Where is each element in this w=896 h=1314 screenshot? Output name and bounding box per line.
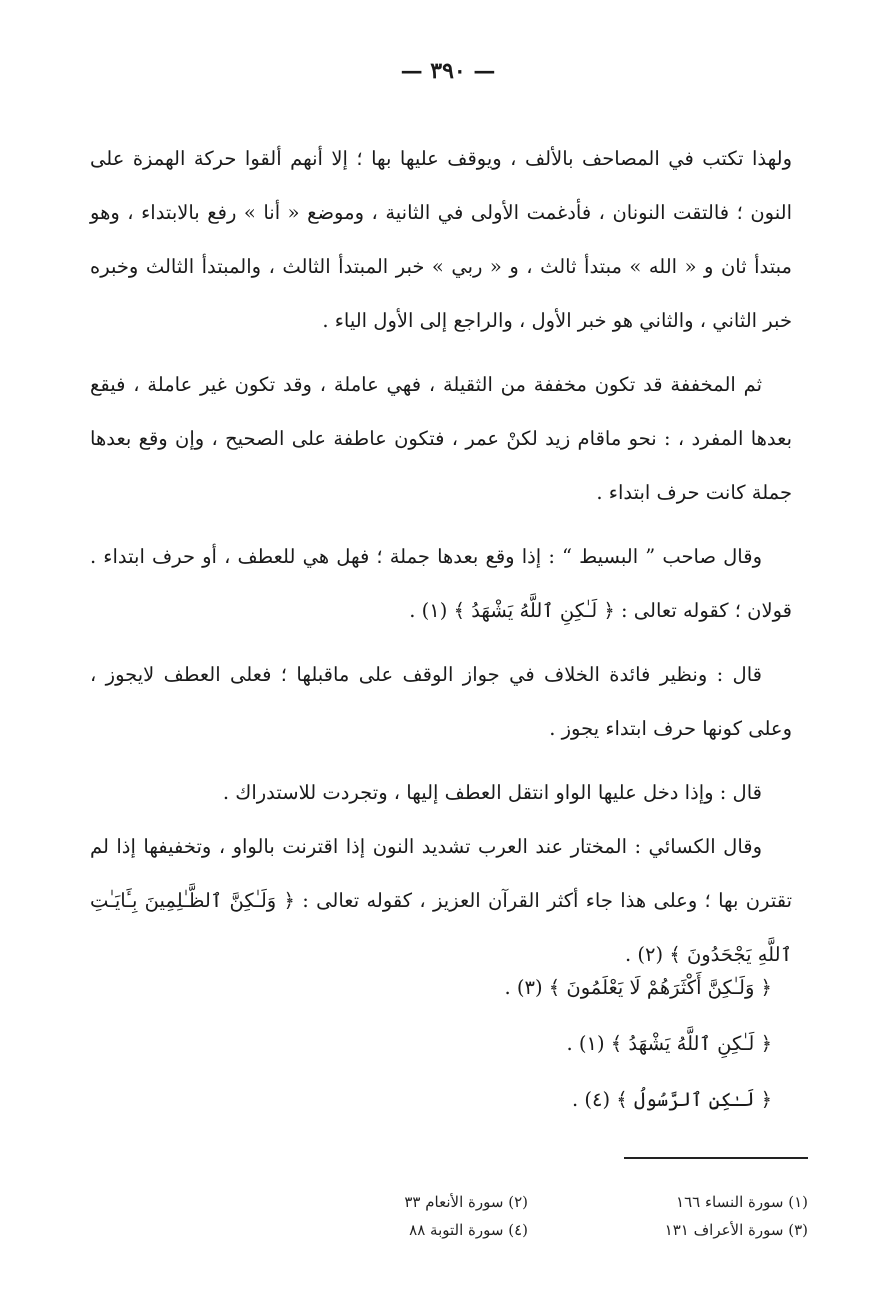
paragraph-2: ثم المخففة قد تكون مخففة من الثقيلة ، فهي عاملة ، وقد تكون غير عاملة ، فيقع بعدها المفرد ، : نحو ماقام زيد لكنْ عمر ، فتكون عاطفة على الصحيح ، وإن وقع بعدها جملة كانت حرف ابتداء . bbox=[90, 373, 792, 504]
paragraph-6: وقال الكسائي : المختار عند العرب تشديد النون إذا اقترنت بالواو ، وتخفيفها إذا لم تقترن بها ؛ وعلى هذا جاء أكثر القرآن العزيز ، كقوله تعالى : ﴿ وَلَـٰكِنَّ ٱلظَّـٰلِمِينَ بِـَٔايَـٰتِ ٱللَّهِ يَجْحَدُونَ ﴾ (٢) . bbox=[90, 835, 792, 966]
footnote-1: (١) سورة النساء ١٦٦ bbox=[676, 1193, 808, 1211]
footnotes bbox=[308, 1188, 808, 1244]
quote-line-3: ﴿ لَـٰكِنِ ٱلرَّسُولُ ﴾ (٤) . bbox=[571, 1088, 772, 1111]
quran-quotes bbox=[90, 960, 792, 1128]
footnote-row-2 bbox=[308, 1216, 808, 1244]
paragraph-1: ولهذا تكتب في المصاحف بالألف ، ويوقف عليها بها ؛ إلا أنهم ألقوا حركة الهمزة على النون ؛ فالتقت النونان ، فأدغمت الأولى في الثانية ، وموضع « أنا » رفع بالابتداء ، وهو مبتدأ ثان و « الله » مبتدأ ثالث ، و « ربي » خبر المبتدأ الثالث ، والمبتدأ الثالث وخبره خبر الثاني ، والثاني هو خبر الأول ، والراجع إلى الأول الياء . bbox=[90, 147, 792, 332]
footnote-divider bbox=[624, 1157, 808, 1159]
quote-line-2: ﴿ لَـٰكِنِ ٱللَّهُ يَشْهَدُ ﴾ (١) . bbox=[566, 1032, 772, 1055]
quote-line-1: ﴿ وَلَـٰكِنَّ أَكْثَرَهُمْ لَا يَعْلَمُونَ ﴾ (٣) . bbox=[504, 976, 772, 999]
main-text bbox=[90, 132, 792, 982]
paragraph-5: قال : وإذا دخل عليها الواو انتقل العطف إليها ، وتجردت للاستدراك . bbox=[222, 781, 762, 804]
paragraph-3: وقال صاحب ” البسيط “ : إذا وقع بعدها جملة ؛ فهل هي للعطف ، أو حرف ابتداء . قولان ؛ كقوله تعالى : ﴿ لَـٰكِنِ ٱللَّهُ يَشْهَدُ ﴾ (١) . bbox=[90, 545, 792, 622]
footnote-4: (٤) سورة التوبة ٨٨ bbox=[409, 1221, 528, 1239]
page-number: — ٣٩٠ — bbox=[400, 58, 496, 84]
footnote-2: (٢) سورة الأنعام ٣٣ bbox=[404, 1193, 528, 1211]
footnote-3: (٣) سورة الأعراف ١٣١ bbox=[664, 1221, 808, 1239]
paragraph-4: قال : ونظير فائدة الخلاف في جواز الوقف على ماقبلها ؛ فعلى العطف لايجوز ، وعلى كونها حرف ابتداء يجوز . bbox=[90, 663, 792, 740]
footnote-row-1 bbox=[308, 1188, 808, 1216]
